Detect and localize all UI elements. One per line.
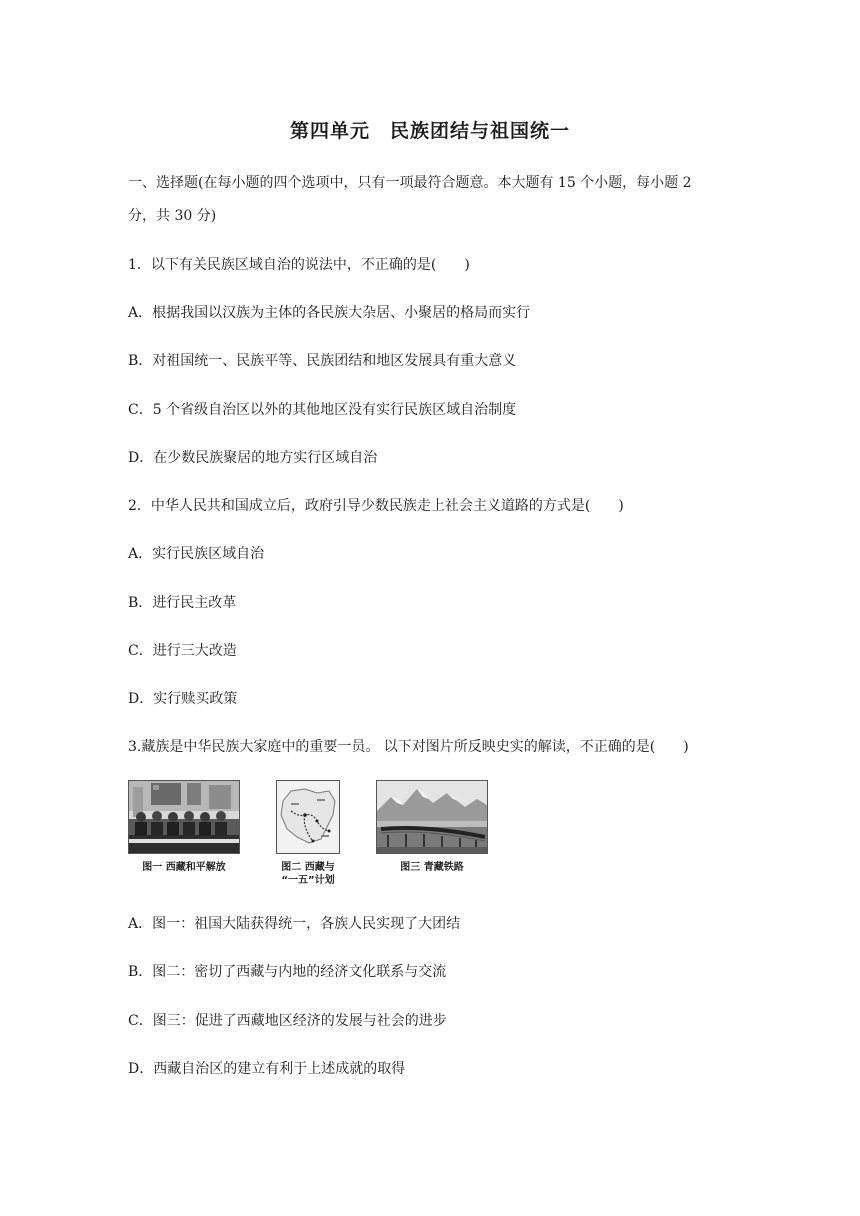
figure-2-map: [276, 780, 340, 854]
question-1-option-c: C．5 个省级自治区以外的其他地区没有实行民族区域自治制度: [128, 402, 517, 418]
question-3-option-c: C．图三：促进了西藏地区经济的发展与社会的进步: [128, 1013, 447, 1029]
question-3-stem: 3.藏族是中华民族大家庭中的重要一员。 以下对图片所反映史实的解读，不正确的是( ): [128, 739, 689, 755]
question-2-option-a: A．实行民族区域自治: [128, 546, 265, 562]
section-instructions-line2: 分，共 30 分): [128, 208, 217, 224]
figure-1-caption: 图一 西藏和平解放: [142, 862, 226, 873]
question-1-option-b: B．对祖国统一、民族平等、民族团结和地区发展具有重大意义: [128, 353, 517, 369]
question-2-stem: 2．中华人民共和国成立后，政府引导少数民族走上社会主义道路的方式是( ): [128, 498, 624, 514]
question-3-option-a: A．图一：祖国大陆获得统一，各族人民实现了大团结: [128, 916, 461, 932]
question-1-stem: 1．以下有关民族区域自治的说法中，不正确的是( ): [128, 257, 470, 273]
figure-3-caption: 图三 青藏铁路: [400, 862, 464, 873]
question-2-option-d: D．实行赎买政策: [128, 691, 238, 707]
question-3-option-d: D．西藏自治区的建立有利于上述成就的取得: [128, 1061, 406, 1077]
unit-title: 第四单元 民族团结与祖国统一: [289, 120, 570, 142]
question-2-option-c: C．进行三大改造: [128, 643, 237, 659]
question-3-option-b: B．图二：密切了西藏与内地的经济文化联系与交流: [128, 964, 447, 980]
section-instructions-line1: 一、选择题(在每小题的四个选项中，只有一项最符合题意。本大题有 15 个小题，每小题 2: [128, 175, 692, 191]
figure-2-caption-line2: “一五”计划: [281, 875, 335, 886]
figure-3-photo: [376, 780, 488, 854]
question-1-option-d: D．在少数民族聚居的地方实行区域自治: [128, 450, 378, 466]
question-2-option-b: B．进行民主改革: [128, 595, 237, 611]
figure-2-caption-line1: 图二 西藏与: [281, 862, 335, 873]
figure-1-photo: [128, 780, 240, 854]
question-1-option-a: A．根据我国以汉族为主体的各民族大杂居、小聚居的格局而实行: [128, 305, 531, 321]
question-3-figures: [128, 780, 548, 890]
figure-2-caption: [274, 861, 342, 887]
